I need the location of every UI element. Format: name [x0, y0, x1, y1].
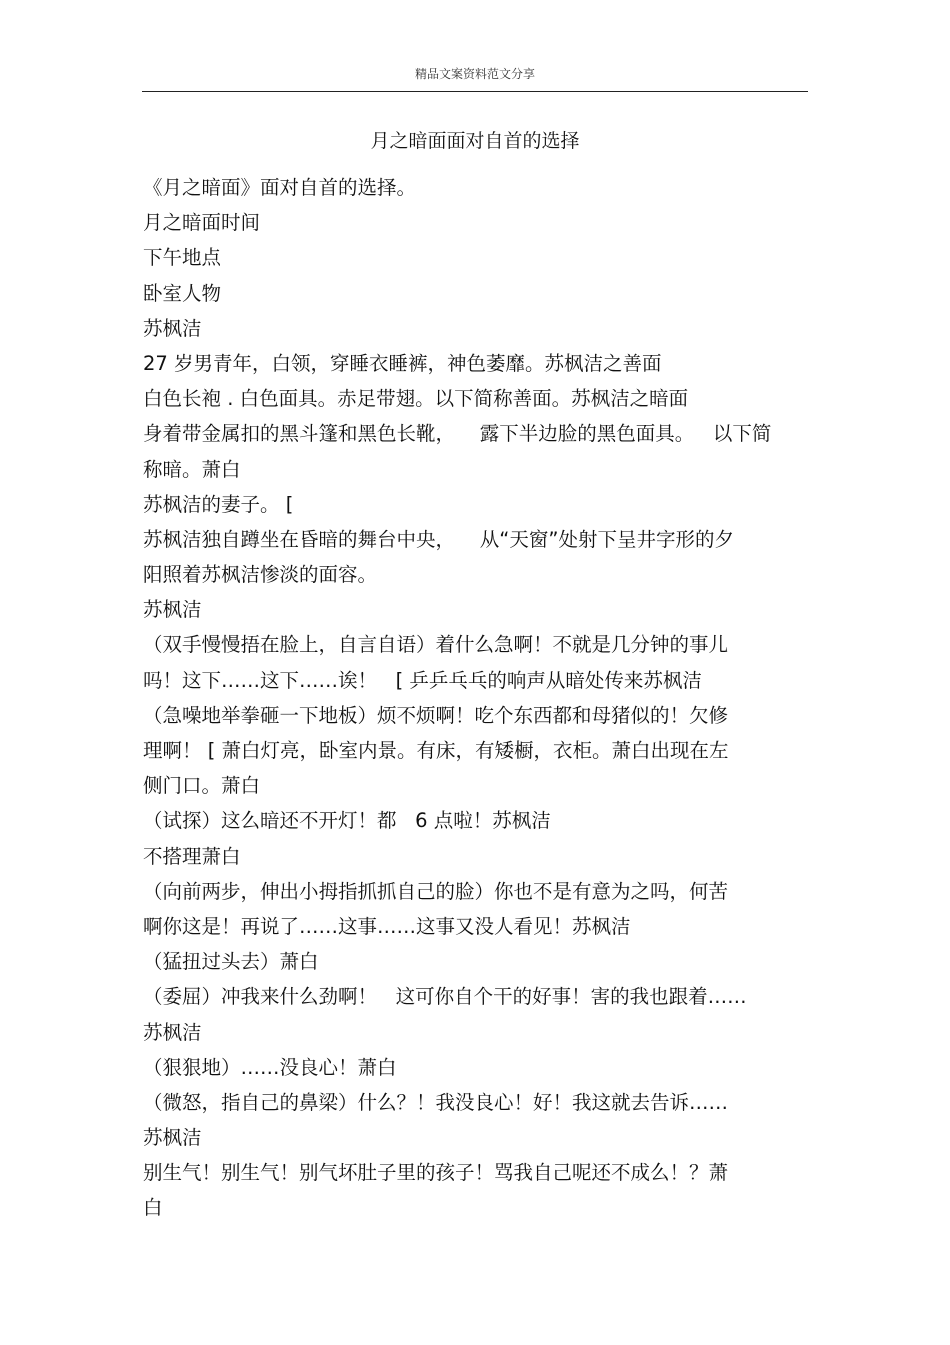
text-line: 不搭理萧白 [143, 844, 241, 868]
text-line: 身着带金属扣的黑斗篷和黑色长靴， 露下半边脸的黑色面具。 以下简 [143, 422, 772, 446]
text-line: 《月之暗面》面对自首的选择。 [143, 176, 417, 199]
text-line: （狠狠地）……没良心！萧白 [143, 1055, 397, 1079]
text-line: 阳照着苏枫洁惨淡的面容。 [143, 563, 378, 587]
text-line: 下午地点 [143, 246, 222, 270]
text-line: 苏枫洁 [143, 598, 202, 622]
text-line: 别生气！别生气！别气坏肚子里的孩子！骂我自己呢还不成么！？萧 [143, 1161, 729, 1185]
text-line: 吗！这下……这下……诶！ [ 乒乒乓乓的响声从暗处传来苏枫洁 [143, 668, 702, 692]
text-line: 白色长袍 . 白色面具。赤足带翅。以下简称善面。苏枫洁之暗面 [143, 387, 689, 411]
text-line: （委屈）冲我来什么劲啊！ 这可你自个干的好事！害的我也跟着…… [143, 985, 747, 1009]
text-line: （微怒，指自己的鼻梁）什么？！我没良心！好！我这就去告诉…… [143, 1090, 729, 1114]
header-divider [142, 91, 808, 92]
document-body [143, 170, 813, 1226]
text-line: 苏枫洁独自蹲坐在昏暗的舞台中央， 从“天窗”处射下呈井字形的夕 [143, 527, 734, 551]
text-line: 称暗。萧白 [143, 457, 241, 481]
text-line: 月之暗面时间 [143, 211, 261, 235]
text-line: （双手慢慢捂在脸上，自言自语）着什么急啊！不就是几分钟的事儿 [143, 633, 729, 657]
text-line: 苏枫洁的妻子。 [ [143, 492, 294, 516]
text-line: （急噪地举拳砸一下地板）烦不烦啊！吃个东西都和母猪似的！欠修 [143, 703, 729, 727]
text-line: 理啊！ [ 萧白灯亮，卧室内景。有床，有矮橱，衣柜。萧白出现在左 [143, 739, 729, 762]
text-line: （猛扭过头去）萧白 [143, 950, 319, 974]
text-line: 苏枫洁 [143, 1126, 202, 1150]
text-line: 侧门口。萧白 [143, 774, 261, 798]
text-line: 啊你这是！再说了……这事……这事又没人看见！苏枫洁 [143, 914, 631, 938]
text-line: 27 岁男青年，白领，穿睡衣睡裤，神色萎靡。苏枫洁之善面 [143, 351, 662, 375]
text-line: （试探）这么暗还不开灯！都 6 点啦！苏枫洁 [143, 809, 551, 833]
page-header: 精品文案资料范文分享 [414, 67, 535, 81]
text-line: 苏枫洁 [143, 316, 202, 340]
text-line: 白 [143, 1196, 163, 1220]
text-line: 苏枫洁 [143, 1020, 202, 1044]
text-line: （向前两步，伸出小拇指抓抓自己的脸）你也不是有意为之吗，何苦 [143, 879, 729, 903]
document-title: 月之暗面面对自首的选择 [370, 130, 580, 152]
text-line: 卧室人物 [143, 281, 222, 305]
